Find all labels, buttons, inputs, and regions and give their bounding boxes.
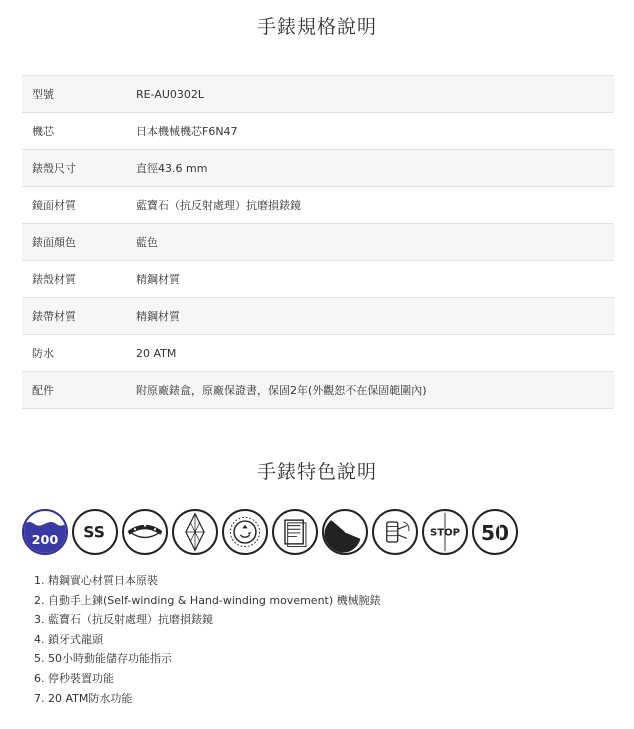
spec-value: 日本機械機芯F6N47	[136, 125, 238, 138]
spec-row-dial-color	[22, 224, 614, 261]
spec-row-water-resistance	[22, 335, 614, 372]
spec-row-strap-material	[22, 298, 614, 335]
feature-item: 4. 鎖牙式龍頭	[34, 632, 103, 646]
spec-row-crystal	[22, 187, 614, 224]
spec-row-case-material	[22, 261, 614, 298]
spec-value: 精鋼材質	[136, 310, 180, 323]
feature-item: 7. 20 ATM防水功能	[34, 691, 133, 705]
stop-seconds-label: STOP	[430, 527, 460, 539]
power-reserve-dial-icon	[322, 509, 368, 555]
self-winding-icon	[222, 509, 268, 555]
feature-icon-row	[22, 507, 522, 557]
spec-label: 型號	[32, 88, 54, 101]
spec-value: RE-AU0302L	[136, 87, 205, 101]
feature-list	[34, 571, 381, 708]
spec-row-accessories	[22, 372, 614, 409]
stainless-steel-label: SS	[83, 523, 105, 542]
feature-item: 1. 精鋼實心材質日本原裝	[34, 574, 158, 587]
feature-section-title: 手錶特色說明	[256, 461, 377, 483]
screw-down-crown-icon	[372, 509, 418, 555]
spec-label: 錶面顏色	[32, 236, 76, 249]
spec-value: 直徑43.6 mm	[136, 162, 208, 175]
stop-seconds-icon	[422, 509, 468, 555]
spec-label: 防水	[32, 347, 54, 360]
warranty-document-icon	[272, 509, 318, 555]
spec-value: 藍寶石（抗反射處理）抗磨損錶鏡	[136, 199, 301, 212]
spec-row-case-size	[22, 150, 614, 187]
spec-row-model	[22, 76, 614, 113]
spec-value: 藍色	[136, 236, 158, 249]
screw-back-case-icon	[122, 509, 168, 555]
spec-label: 錶殼尺寸	[32, 162, 76, 175]
feature-item: 3. 藍寶石（抗反射處理）抗磨損錶鏡	[34, 613, 213, 627]
feature-item: 2. 自動手上鍊(Self-winding & Hand-winding movement) 機械腕錶	[34, 593, 381, 607]
water-resistance-label: 200	[31, 532, 59, 548]
feature-item: 5. 50小時動能儲存功能指示	[34, 652, 172, 666]
power-reserve-label: 50	[481, 521, 509, 546]
spec-table	[22, 75, 614, 409]
sapphire-crystal-icon	[172, 509, 218, 555]
spec-value: 精鋼材質	[136, 273, 180, 286]
spec-label: 錶帶材質	[32, 310, 76, 323]
spec-label: 機芯	[32, 125, 54, 138]
feature-item: 6. 停秒裝置功能	[34, 671, 114, 685]
spec-value: 附原廠錶盒，原廠保證書，保固2年(外觀恕不在保固範圍內)	[136, 384, 427, 397]
power-reserve-50-icon	[472, 509, 518, 555]
spec-label: 鏡面材質	[32, 199, 76, 212]
spec-label: 配件	[32, 384, 54, 397]
water-resistance-200-icon	[22, 509, 68, 555]
spec-row-movement	[22, 113, 614, 150]
spec-label: 錶殼材質	[32, 273, 76, 286]
spec-section-title: 手錶規格說明	[256, 16, 377, 38]
spec-value: 20 ATM	[136, 346, 177, 360]
stainless-steel-icon	[72, 509, 118, 555]
